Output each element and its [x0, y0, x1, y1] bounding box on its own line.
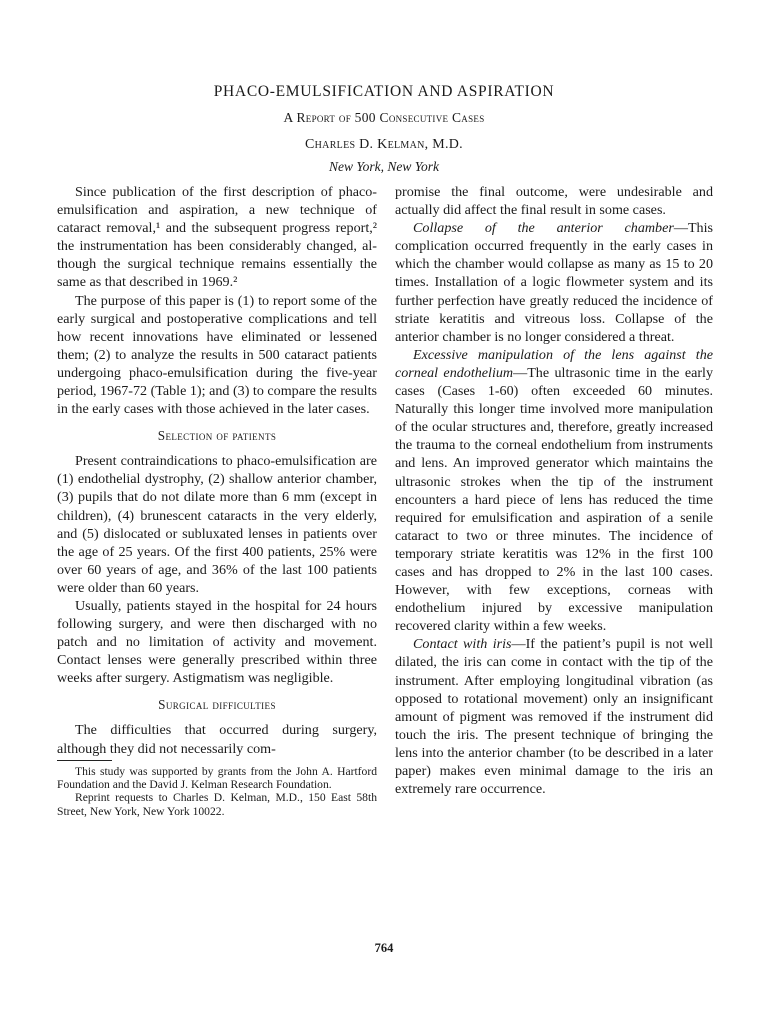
- page-number: 764: [374, 941, 394, 955]
- manipulation-paragraph: [395, 346, 713, 636]
- section-heading-difficulties: Surgical difficulties: [158, 697, 276, 713]
- purpose-paragraph: The purpose of this paper is (1) to report some of the early surgical and postoperative complications and tell how recent innovations have eliminated or lessened them; (2) to analyze the results in 500 cataract patients undergoing phaco-emulsification during the five-year period, 1967-72 (Table 1); and (3) to compare the results in the early cases with those achieved in the later cases.: [57, 292, 377, 418]
- footnote-divider: [57, 760, 112, 761]
- section-heading-selection: Selection of patients: [157, 428, 277, 444]
- iris-run-in-heading: Contact with iris: [413, 636, 512, 653]
- footnote-reprints: Reprint requests to Charles D. Kelman, M.D., 150 East 58th Street, New York, New York 10022.: [57, 791, 377, 818]
- manipulation-body: —The ultrasonic time in the early cases (Cases 1-60) often exceeded 60 minutes. Naturally this longer time involved more manipulation of the ocular structures and, therefore, greatly increased the trauma to the corneal endothelium from instruments and lens. An improved generator which maintains the ultrasonic strokes when the tip of the instrument encounters a hard piece of lens has reduced the time required for emulsification and aspiration of a senile cataract to two or three minutes. The incidence of temporary striate keratitis was 12% in the first 100 cases and has dropped to 2% in the last 100 cases. However, with few exceptions, corneas with endothelium injured by excessive manipulation recovered clarity within a few weeks.: [395, 364, 713, 635]
- iris-paragraph: [395, 635, 713, 798]
- difficulties-paragraph: The difficulties that occurred during surgery, although they did not necessarily com-: [57, 722, 377, 757]
- author-affiliation: New York, New York: [328, 159, 440, 174]
- intro-paragraph: Since publication of the first description of phaco-emulsification and aspiration, a new technique of cataract removal,¹ and the subsequent progress report,² the instrumentation has been considerably changed, although the surgical technique remains essentially the same as that described in 1969.²: [57, 184, 377, 291]
- footnotes: [57, 765, 377, 818]
- article-title: PHACO-EMULSIFICATION AND ASPIRATION: [213, 83, 555, 100]
- collapse-paragraph: [395, 219, 713, 346]
- article-subtitle: A Report of 500 Consecutive Cases: [283, 110, 485, 125]
- iris-body: —If the patient’s pupil is not well dilated, the iris can come in contact with the tip of the instrument. After employing longitudinal vibration (as opposed to rotational movement) only an insignificant amount of pigment was removed if the instrument did touch the iris. The present technique of bringing the lens into the anterior chamber (to be described in a later paper) makes even minimal damage to the iris an extremely rare occurrence.: [395, 636, 713, 798]
- hospital-stay-paragraph: Usually, patients stayed in the hospital for 24 hours following surgery, and were then discharged with no patch and no limitation of activity and movement. Contact lenses were generally prescribed within three weeks after surgery. Astigmatism was negligible.: [57, 597, 377, 687]
- collapse-run-in-heading: Collapse of the anterior chamber: [413, 220, 674, 237]
- manipulation-run-in-heading: Excessive manipulation of the lens against the corneal endothelium: [395, 346, 713, 381]
- right-column: [395, 183, 713, 798]
- left-column: [57, 183, 377, 818]
- author-name: Charles D. Kelman, M.D.: [305, 137, 463, 152]
- collapse-body: —This complication occurred frequently in the early cases in which the chamber would collapse as many as 15 to 20 times. Installation of a logic flowmeter system and its further perfection have greatly reduced the incidence of striate keratitis and vitreous loss. Collapse of the anterior chamber is no longer considered a threat.: [395, 220, 713, 345]
- footnote-funding: This study was supported by grants from the John A. Hartford Foundation and the David J. Kelman Research Foundation.: [57, 764, 377, 791]
- contraindications-paragraph: Present contraindications to phaco-emulsification are (1) endothelial dystrophy, (2) shallow anterior chamber, (3) pupils that do not dilate more than 6 mm (except in children), (4) brunescent cataracts in the very elderly, and (5) dislocated or subluxated lenses in patients over the age of 25 years. Of the first 400 patients, 25% were over 60 years of age, and 36% of the last 100 patients were older than 60 years.: [57, 453, 377, 596]
- continuation-paragraph: promise the final outcome, were undesirable and actually did affect the final result in some cases.: [395, 184, 713, 219]
